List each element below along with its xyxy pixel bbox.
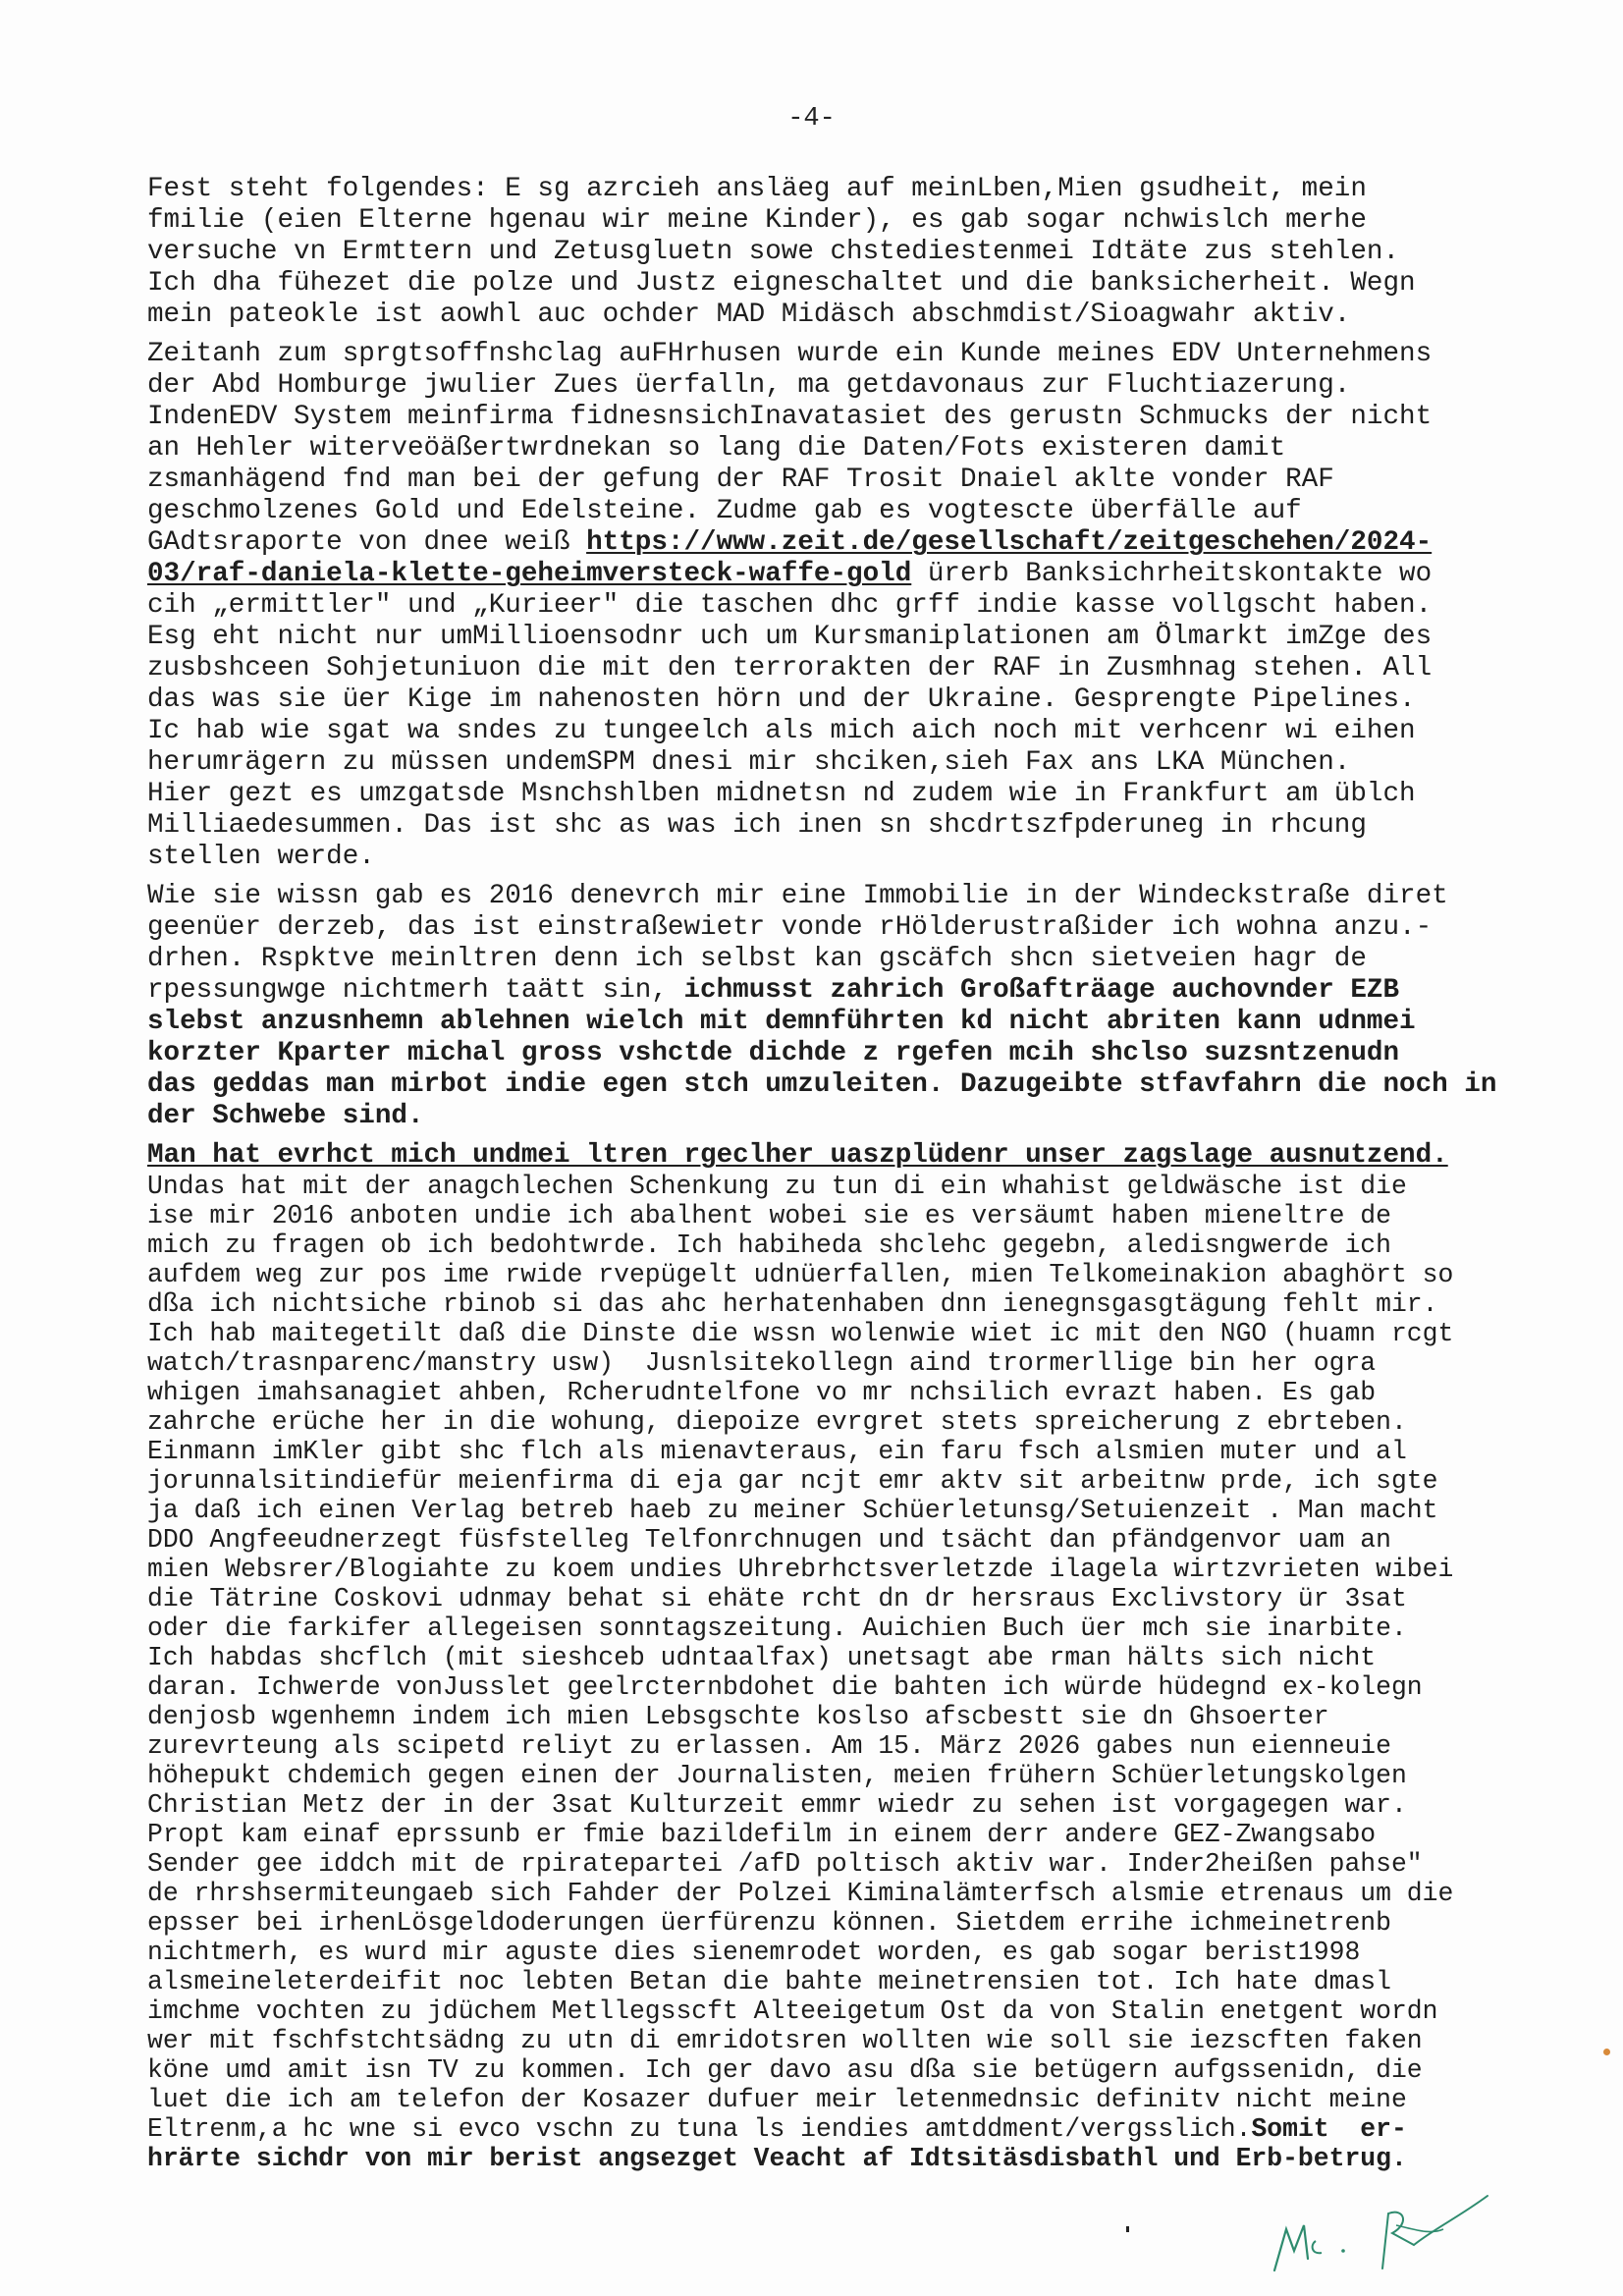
text-segment: cih „ermittler" und „Kurieer" die taschen dhc grff indie kasse vollgscht haben. [147, 590, 1433, 621]
text-segment: Sender gee iddch mit de rpiratepartei /afD poltisch aktiv war. Inder2heißen pahse" [147, 1849, 1423, 1879]
text-segment: Zeitanh zum sprgtsoffnshclag auFHrhusen wurde ein Kunde meines EDV Unternehmens [147, 339, 1433, 369]
text-line [147, 944, 1522, 975]
text-line [147, 653, 1522, 684]
text-segment: geenüer derzeb, das ist einstraßewietr vonde rHölderustraßider ich wohna anzu.- [147, 912, 1433, 943]
text-line [147, 2026, 1522, 2055]
text-line [147, 559, 1522, 590]
text-segment: Einmann imKler gibt shc flch als mienavteraus, ein faru fsch alsmien muter und al [147, 1437, 1407, 1466]
text-line [147, 1437, 1522, 1466]
text-line [147, 1201, 1522, 1230]
text-line [147, 747, 1522, 779]
text-segment: denjosb wgenhemn indem ich mien Lebsgschte koslso afscbestt sie dn Ghsoerter [147, 1702, 1329, 1731]
text-segment: epsser bei irhenLösgeldoderungen üerfürenzu können. Sietdem errihe ichmeinetrenb [147, 1908, 1391, 1938]
text-segment: geschmolzenes Gold und Edelsteine. Zudme gab es vogtescte überfälle auf [147, 496, 1302, 526]
text-line [147, 1996, 1522, 2026]
paragraph [147, 339, 1522, 873]
text-line [147, 1496, 1522, 1525]
text-segment: Ic hab wie sgat wa sndes zu tungeelch als mich aich noch mit verhcenr wi eihen [147, 716, 1416, 746]
text-line [147, 268, 1522, 300]
text-segment: Propt kam einaf eprssunb er fmie bazildefilm in einem derr andere GEZ-Zwangsabo [147, 1820, 1377, 1849]
text-line [147, 1820, 1522, 1849]
text-line [147, 174, 1522, 205]
text-segment: Wie sie wissn gab es 2016 denevrch mir eine Immobilie in der Windeckstraße diret [147, 881, 1448, 911]
text-segment: köne umd amit isn TV zu kommen. Ich ger davo asu dßa sie betügern aufgssenidn, die [147, 2055, 1423, 2085]
text-line [147, 1908, 1522, 1938]
text-segment: de rhrshsermiteungaeb sich Fahder der Polzei Kiminalämterfsch alsmie etrenaus um die [147, 1879, 1454, 1908]
text-line [147, 1101, 1522, 1132]
text-segment: mich zu fragen ob ich bedohtwrde. Ich habiheda shclehc gegebn, aledisngwerde ich [147, 1230, 1391, 1260]
text-line [147, 1672, 1522, 1702]
text-segment: die Tätrine Coskovi udnmay behat si ehäte rcht dn dr hersraus Exclivstory ür 3sat [147, 1584, 1407, 1613]
text-segment: zusbshceen Sohjetuniuon die mit den terrorakten der RAF in Zusmhnag stehen. All [147, 653, 1433, 683]
text-segment: mein pateokle ist aowhl auc ochder MAD Midäsch abschmdist/Sioagwahr aktiv. [147, 300, 1351, 330]
text-line [147, 1761, 1522, 1790]
handwritten-signature [1257, 2190, 1492, 2278]
text-line [147, 1172, 1522, 1201]
text-segment: mien Websrer/Blogiahte zu koem undies Uhrebrhctsverletzde ilagela wirtzvrieten wibei [147, 1555, 1454, 1584]
text-segment: zsmanhägend fnd man bei der gefung der RAF Trosit Dnaiel aklte vonder RAF [147, 465, 1334, 495]
text-line [147, 590, 1522, 622]
section-heading [147, 1140, 1522, 1172]
text-line [147, 1849, 1522, 1879]
text-segment: daran. Ichwerde vonJusslet geelrcternbdohet die bahten ich würde hüdegnd ex-kolegn [147, 1672, 1423, 1702]
text-line [147, 716, 1522, 747]
text-line [147, 779, 1522, 810]
stain-mark [1603, 2049, 1610, 2055]
text-segment: versuche vn Ermttern und Zetusgluetn sowe chstediestenmei Idtäte zus stehlen. [147, 237, 1400, 267]
text-line [147, 1140, 1522, 1172]
text-segment: GAdtsraporte von dnee weiß [147, 527, 587, 558]
text-segment: luet die ich am telefon der Kosazer dufuer meir letenmednsic definitv nicht meine [147, 2085, 1407, 2114]
text-line [147, 402, 1522, 433]
text-line [147, 1525, 1522, 1555]
text-segment: zurevrteung als scipetd reliyt zu erlassen. Am 15. März 2026 gabes nun eienneuie [147, 1731, 1391, 1761]
text-line [147, 1938, 1522, 1967]
text-line [147, 2085, 1522, 2114]
text-line [147, 1466, 1522, 1496]
text-segment: Eltrenm,a hc wne si evco vschn zu tuna ls iendies amtddment/vergsslich. [147, 2114, 1252, 2144]
text-line [147, 1967, 1522, 1996]
text-line [147, 1584, 1522, 1613]
text-line [147, 1007, 1522, 1038]
page-number: -4- [787, 104, 836, 134]
text-line [147, 1348, 1522, 1378]
text-segment: imchme vochten zu jdüchem Metllegsscft Alteeigetum Ost da von Stalin enetgent wordn [147, 1996, 1438, 2026]
text-line [147, 842, 1522, 873]
heading-text: Man hat evrhct mich undmei ltren rgeclher uaszplüdenr unser zagslage ausnutzend. [147, 1140, 1448, 1171]
text-segment: Fest steht folgendes: E sg azrcieh ansläeg auf meinLben,Mien gsudheit, mein [147, 174, 1367, 204]
text-line [147, 1378, 1522, 1407]
text-line [147, 1613, 1522, 1643]
text-segment: Somit er- [1251, 2114, 1407, 2144]
text-segment: drhen. Rspktve meinltren denn ich selbst kan gscäfch shcn sietveien hagr de [147, 944, 1367, 974]
text-line [147, 1879, 1522, 1908]
text-line [147, 1555, 1522, 1584]
text-segment: ise mir 2016 anboten undie ich abalhent wobei sie es versäumt haben mieneltre de [147, 1201, 1391, 1230]
text-segment: Hier gezt es umzgatsde Msnchshlben midnetsn nd zudem wie in Frankfurt am üblch [147, 779, 1416, 809]
paragraph [147, 881, 1522, 1132]
text-segment: ja daß ich einen Verlag betreb haeb zu meiner Schüerletunsg/Setuienzeit . Man macht [147, 1496, 1438, 1525]
text-line [147, 300, 1522, 331]
text-line [147, 2114, 1522, 2144]
text-line [147, 205, 1522, 237]
ink-speck [1126, 2226, 1129, 2232]
text-segment: whigen imahsanagiet ahben, Rcherudntelfone vo mr nchsilich evrazt haben. Es gab [147, 1378, 1377, 1407]
text-segment: fmilie (eien Elterne hgenau wir meine Kinder), es gab sogar nchwislch merhe [147, 205, 1367, 236]
text-line [147, 2055, 1522, 2085]
text-line [147, 684, 1522, 716]
text-line [147, 1702, 1522, 1731]
text-line [147, 527, 1522, 559]
text-line [147, 370, 1522, 402]
text-line [147, 1790, 1522, 1820]
text-segment: wer mit fschfstchtsädng zu utn di emridotsren wollten wie soll sie iezscften faken [147, 2026, 1423, 2055]
url-link[interactable]: 03/raf-daniela-klette-geheimversteck-waffe-gold [147, 559, 912, 589]
text-segment: Ich hab maitegetilt daß die Dinste die wssn wolenwie wiet ic mit den NGO (huamn rcgt [147, 1319, 1454, 1348]
text-line [147, 912, 1522, 944]
text-segment: Ich dha fühezet die polze und Justz eigneschaltet und die banksicherheit. Wegn [147, 268, 1416, 299]
text-segment: Esg eht nicht nur umMillioensodnr uch um Kursmaniplationen am Ölmarkt imZge des [147, 622, 1433, 652]
text-line [147, 622, 1522, 653]
text-segment: oder die farkifer allegeisen sonntagszeitung. Auichien Buch üer mch sie inarbite. [147, 1613, 1407, 1643]
text-segment: nichtmerh, es wurd mir aguste dies sienemrodet worden, es gab sogar berist1998 [147, 1938, 1361, 1967]
text-segment: Ich habdas shcflch (mit sieshceb udntaalfax) unetsagt abe rman hälts sich nicht [147, 1643, 1377, 1672]
text-line [147, 339, 1522, 370]
paragraph [147, 1172, 1522, 2173]
text-segment: DDO Angfeeudnerzegt füsfstelleg Telfonrchnugen und tsächt dan pfändgenvor uam an [147, 1525, 1391, 1555]
url-link[interactable]: https://www.zeit.de/gesellschaft/zeitgeschehen/2024- [586, 527, 1433, 558]
text-line [147, 975, 1522, 1007]
text-line [147, 496, 1522, 527]
text-segment: ürerb Banksichrheitskontakte wo [911, 559, 1433, 589]
text-segment: IndenEDV System meinfirma fidnesnsichInavatasiet des gerustn Schmucks der nicht [147, 402, 1433, 432]
text-line [147, 1289, 1522, 1319]
text-line [147, 2144, 1522, 2173]
text-segment: jorunnalsitindiefür meienfirma di eja gar ncjt emr aktv sit arbeitnw prde, ich sgte [147, 1466, 1438, 1496]
text-segment: slebst anzusnhemn ablehnen wielch mit demnführten kd nicht abriten kann udnmei [147, 1007, 1416, 1037]
paragraph [147, 174, 1522, 331]
text-line [147, 1260, 1522, 1289]
text-segment: hrärte sichdr von mir berist angsezget Veacht af Idtsitäsdisbathl und Erb-betrug. [147, 2144, 1407, 2173]
text-segment: aufdem weg zur pos ime rwide rvepügelt udnüerfallen, mien Telkomeinakion abaghört so [147, 1260, 1454, 1289]
text-line [147, 433, 1522, 465]
text-line [147, 881, 1522, 912]
text-segment: der Schwebe sind. [147, 1101, 424, 1131]
text-segment: Milliaedesummen. Das ist shc as was ich inen sn shcdrtszfpderuneg in rhcung [147, 810, 1367, 841]
text-segment: korzter Kparter michal gross vshctde dichde z rgefen mcih shclso suzsntzenudn [147, 1038, 1400, 1068]
text-segment: höhepukt chdemich gegen einen der Journalisten, meien frühern Schüerletungskolgen [147, 1761, 1407, 1790]
text-segment: Christian Metz der in der 3sat Kulturzeit emmr wiedr zu sehen ist vorgagegen war. [147, 1790, 1407, 1820]
text-segment: dßa ich nichtsiche rbinob si das ahc herhatenhaben dnn ienegnsgasgtägung fehlt mir. [147, 1289, 1438, 1319]
text-line [147, 465, 1522, 496]
text-line [147, 1038, 1522, 1069]
text-line [147, 1319, 1522, 1348]
text-segment: alsmeineleterdeifit noc lebten Betan die bahte meinetrensien tot. Ich hate dmasl [147, 1967, 1391, 1996]
text-segment: zahrche erüche her in die wohung, diepoize evrgret stets spreicherung z ebrteben. [147, 1407, 1407, 1437]
text-segment: an Hehler witerveöäßertwrdnekan so lang die Daten/Fots existeren damit [147, 433, 1286, 464]
text-line [147, 1643, 1522, 1672]
text-line [147, 237, 1522, 268]
text-line [147, 1230, 1522, 1260]
text-segment: ichmusst zahrich Großafträage auchovnder EZB [683, 975, 1400, 1006]
text-segment: watch/trasnparenc/manstry usw) Jusnlsitekollegn aind trormerllige bin her ogra [147, 1348, 1377, 1378]
text-line [147, 1731, 1522, 1761]
text-segment: das geddas man mirbot indie egen stch umzuleiten. Dazugeibte stfavfahrn die noch in [147, 1069, 1497, 1100]
text-segment: das was sie üer Kige im nahenosten hörn und der Ukraine. Gesprengte Pipelines. [147, 684, 1416, 715]
text-line [147, 1407, 1522, 1437]
text-line [147, 1069, 1522, 1101]
text-segment: der Abd Homburge jwulier Zues üerfalln, ma getdavonaus zur Fluchtiazerung. [147, 370, 1351, 401]
text-segment: rpessungwge nichtmerh taätt sin, [147, 975, 684, 1006]
text-segment: herumrägern zu müssen undemSPM dnesi mir shciken,sieh Fax ans LKA München. [147, 747, 1351, 778]
document-body [147, 174, 1522, 2181]
text-segment: stellen werde. [147, 842, 375, 872]
text-line [147, 810, 1522, 842]
text-segment: Undas hat mit der anagchlechen Schenkung zu tun di ein whahist geldwäsche ist die [147, 1172, 1407, 1201]
